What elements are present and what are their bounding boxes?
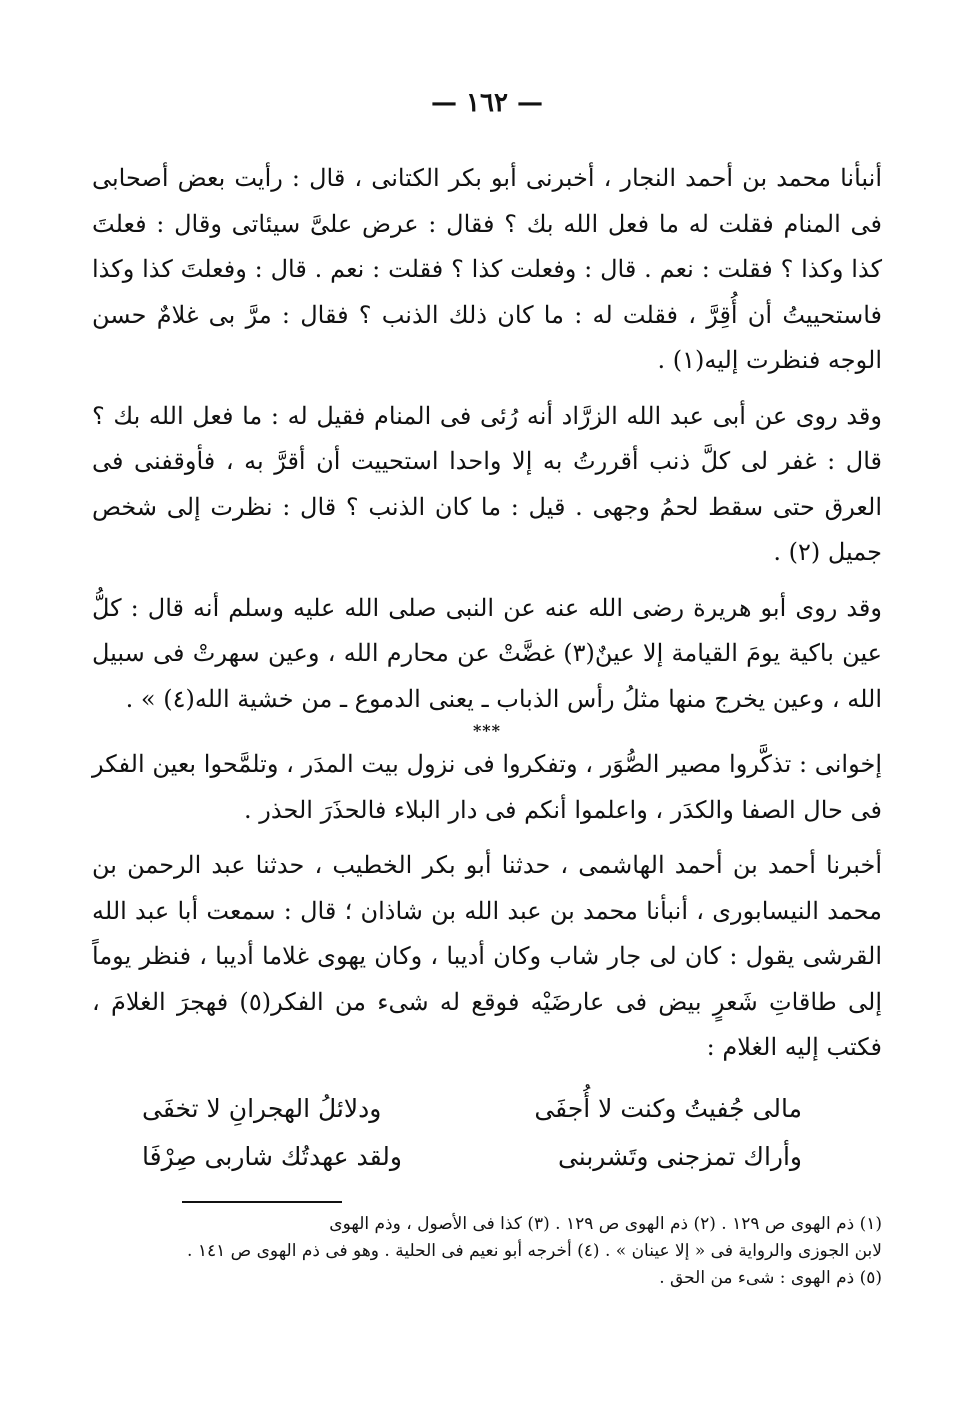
- verse-first-hemistich: وأراك تمزجنى وتَشربنى: [557, 1141, 802, 1171]
- footnotes: [92, 1211, 882, 1292]
- footnote-line: (٥) ذم الهوى : شىء من الحق .: [659, 1267, 882, 1288]
- footnote-divider: [182, 1201, 342, 1203]
- paragraph-zarrad-dream: وقد روى عن أبى عبد الله الزرَّاد أنه رُئى فى المنام فقيل له : ما فعل الله بك ؟ قال : غفر لى كلَّ ذنب أقررتُ به إلا واحدا استحييت أن أقرَّ به ، فأوقفنى فى العرق حتى سقط لحمُ وجهى . قيل : ما كان الذنب ؟ قال : نظرت إلى شخص جميل (٢) .: [92, 401, 882, 566]
- verse-second-hemistich: ودلائلُ الهجرانِ لا تخفَى: [142, 1093, 382, 1123]
- footnote-line: لابن الجوزى والرواية فى « إلا عينان » . (٤) أخرجه أبو نعيم فى الحلية . وهو فى ذم الهوى ص ١٤١ .: [187, 1240, 882, 1261]
- paragraph-exhortation: إخوانى : تذكَّروا مصير الصُّوَر ، وتفكروا فى نزول بيت المدَر ، وتلمَّحوا بعين الفكر فى حال الصفا والكدَر ، واعلموا أنكم فى دار البلاء فالحذَرَ الحذر .: [92, 750, 882, 824]
- verse-second-hemistich: ولقد عهدتُك شاربى صِرْفَا: [142, 1141, 402, 1171]
- poem: [92, 1085, 882, 1181]
- poem-verse: [92, 1085, 882, 1133]
- paragraph-abu-hurayra-hadith: وقد روى أبو هريرة رضى الله عنه عن النبى صلى الله عليه وسلم أنه قال : كلُّ عين باكية يومَ القيامة إلا عينٌ(٣) غضَّتْ عن محارم الله ، وعين سهرتْ فى سبيل الله ، وعين يخرج منها مثلُ رأس الذباب ـ يعنى الدموع ـ من خشية الله(٤) » .: [92, 593, 883, 713]
- paragraph-qurashi-narration: أخبرنا أحمد بن أحمد الهاشمى ، حدثنا أبو بكر الخطيب ، حدثنا عبد الرحمن بن محمد النيسابورى ، أنبأنا محمد بن عبد الله بن شاذان ؛ قال : سمعت أبا عبد الله القرشى يقول : كان لى جار شاب وكان أديبا ، وكان يهوى غلاما أديبا ، فنظر يوماً إلى طاقاتِ شَعرٍ بيض فى عارضَيْه فوقع له شىء من الفكر(٥) فهجرَ الغلامَ ، فكتب إليه الغلام :: [92, 851, 883, 1061]
- poem-verse: [92, 1133, 882, 1181]
- page-number: — ١٦٢ —: [430, 88, 544, 118]
- section-separator: ***: [472, 721, 502, 740]
- verse-first-hemistich: مالى جُفيتُ وكنت لا أُجفَى: [534, 1093, 802, 1123]
- footnote-line: (١) ذم الهوى ص ١٢٩ . (٢) ذم الهوى ص ١٢٩ . (٣) كذا فى الأصول ، وذم الهوى: [329, 1213, 882, 1234]
- paragraph-kattani-dream: أنبأنا محمد بن أحمد النجار ، أخبرنى أبو بكر الكتانى ، قال : رأيت بعض أصحابى فى المنام فقلت له ما فعل الله بك ؟ فقال : عرض علىَّ سيئاتى وقال : فعلتَ كذا وكذا ؟ فقلت : نعم . قال : وفعلت كذا ؟ فقلت : نعم . قال : وفعلتَ كذا وكذا فاستحييتُ أن أُقِرَّ ، فقلت له : ما كان ذلك الذنب ؟ فقال : مرَّ بى غلامٌ حسن الوجه فنظرت إليه(١) .: [92, 164, 882, 374]
